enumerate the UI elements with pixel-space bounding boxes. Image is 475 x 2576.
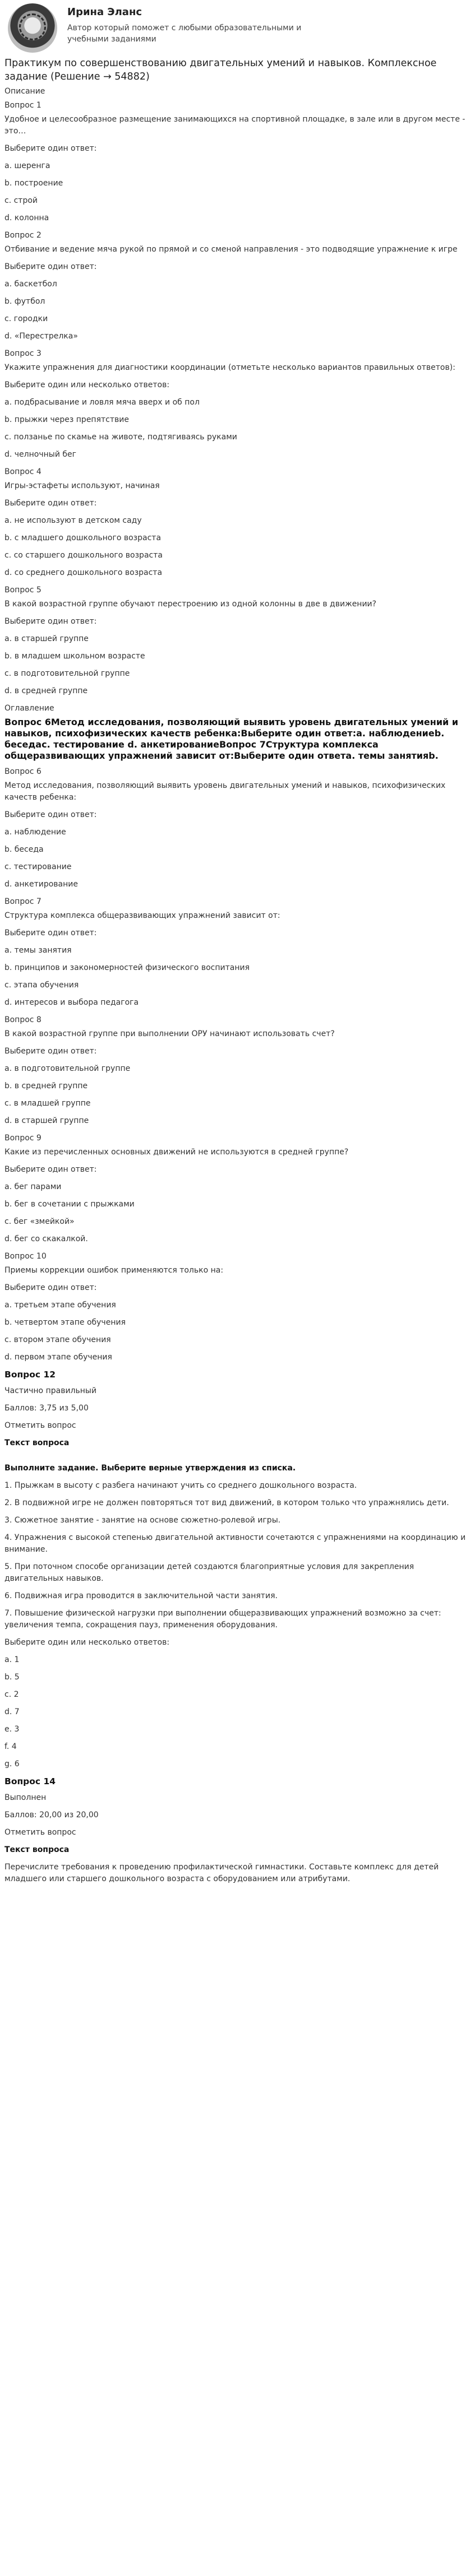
- page-title: Практикум по совершенствованию двигательных умений и навыков. Комплексное задание (Решение → 54882): [4, 58, 437, 82]
- question-14-text: Перечислите требования к проведению профилактической гимнастики. Составьте комплекс для детей младшего или старшего дошкольного возраста с оборудованием или атрибутами.: [4, 1863, 439, 1883]
- answer-option[interactable]: b. с младшего дошкольного возраста: [4, 533, 162, 542]
- question-text: Удобное и целесообразное размещение занимающихся на спортивной площадке, в зале или в другом месте - это…: [4, 115, 465, 136]
- question-text: Метод исследования, позволяющий выявить уровень двигательных умений и навыков, психофизических качеств ребенка:: [4, 781, 446, 802]
- answer-option[interactable]: c. тестирование: [4, 862, 72, 871]
- answer-option[interactable]: d. в старшей группе: [4, 1116, 89, 1125]
- question-text: В какой возрастной группе при выполнении ОРУ начинают использовать счет?: [4, 1029, 335, 1038]
- statement-item: 1. Прыжкам в высоту с разбега начинают учить со среднего дошкольного возраста.: [4, 1481, 357, 1490]
- question-12-label: Вопрос 12: [4, 1370, 56, 1380]
- statement-item: 5. При поточном способе организации детей создаются благоприятные условия для закрепления двигательных навыков.: [4, 1562, 414, 1583]
- answer-option[interactable]: d. первом этапе обучения: [4, 1353, 112, 1362]
- answer-option[interactable]: a. баскетбол: [4, 280, 57, 289]
- toc-label: Оглавление: [4, 704, 54, 713]
- question-12-prompt: Выберите один или несколько ответов:: [4, 1638, 170, 1647]
- author-header: [4, 0, 469, 57]
- answer-option[interactable]: d. 7: [4, 1707, 20, 1716]
- answer-option[interactable]: а. темы занятия: [4, 946, 72, 955]
- answer-option[interactable]: c. городки: [4, 314, 48, 323]
- question-label: Вопрос 7: [4, 897, 41, 906]
- question-label: Вопрос 2: [4, 231, 41, 240]
- answer-option[interactable]: b. в младшем школьном возрасте: [4, 652, 145, 661]
- question-12-options: [4, 1654, 469, 1770]
- question-label: Вопрос 1: [4, 101, 41, 110]
- answer-option[interactable]: a. в старшей группе: [4, 634, 89, 643]
- question-text: В какой возрастной группе обучают перестроению из одной колонны в две в движении?: [4, 600, 377, 609]
- question-label: Вопрос 8: [4, 1015, 41, 1024]
- questions-part-2: [4, 766, 469, 1363]
- answer-option[interactable]: g. 6: [4, 1760, 20, 1769]
- question-label: Вопрос 4: [4, 467, 41, 476]
- author-name[interactable]: Ирина Эланс: [67, 6, 142, 18]
- question-14-flag[interactable]: Отметить вопрос: [4, 1828, 76, 1837]
- answer-option[interactable]: d. «Перестрелка»: [4, 332, 78, 341]
- question-12-text-label: Текст вопроса: [4, 1438, 70, 1447]
- question-prompt: Выберите один ответ:: [4, 1283, 97, 1292]
- question-prompt: Выберите один ответ:: [4, 810, 97, 819]
- question-text: Игры-эстафеты используют, начиная: [4, 481, 160, 490]
- question-12-score: Баллов: 3,75 из 5,00: [4, 1404, 89, 1413]
- questions-part-1: [4, 100, 469, 697]
- answer-option[interactable]: c. со старшего дошкольного возраста: [4, 551, 163, 560]
- question-prompt: Выберите один ответ:: [4, 499, 97, 508]
- question-prompt: Выберите один ответ:: [4, 929, 97, 937]
- question-text: Приемы коррекции ошибок применяются только на:: [4, 1266, 224, 1275]
- answer-option[interactable]: c. в младшей группе: [4, 1099, 91, 1108]
- question-label: Вопрос 9: [4, 1134, 41, 1143]
- question-14-text-label: Текст вопроса: [4, 1845, 70, 1854]
- question-14-label: Вопрос 14: [4, 1776, 56, 1786]
- answer-option[interactable]: c. бег «змейкой»: [4, 1217, 75, 1226]
- question-prompt: Выберите один ответ:: [4, 1047, 97, 1056]
- answer-option[interactable]: d. бег со скакалкой.: [4, 1234, 88, 1243]
- question-14-status: Выполнен: [4, 1793, 47, 1802]
- answer-option[interactable]: a. в подготовительной группе: [4, 1064, 131, 1073]
- statement-item: 7. Повышение физической нагрузки при выполнении общеразвивающих упражнений возможно за счет: увеличения темпа, сокращения пауз, применения оборудования.: [4, 1609, 441, 1630]
- answer-option[interactable]: d. челночный бег: [4, 450, 76, 459]
- answer-option[interactable]: b. беседа: [4, 845, 44, 854]
- answer-option[interactable]: b. в средней группе: [4, 1082, 88, 1090]
- answer-option[interactable]: d. в средней группе: [4, 686, 88, 695]
- question-prompt: Выберите один или несколько ответов:: [4, 380, 170, 389]
- answer-option[interactable]: c. ползанье по скамье на животе, подтягиваясь руками: [4, 433, 237, 442]
- answer-option[interactable]: c. в подготовительной группе: [4, 669, 130, 678]
- question-14-score: Баллов: 20,00 из 20,00: [4, 1811, 99, 1820]
- question-label: Вопрос 5: [4, 586, 41, 595]
- answer-option[interactable]: b. построение: [4, 179, 63, 188]
- question-12-statements: [4, 1480, 469, 1631]
- answer-option[interactable]: a. шеренга: [4, 161, 50, 170]
- question-text: Структура комплекса общеразвивающих упражнений зависит от:: [4, 911, 280, 920]
- question-text: Укажите упражнения для диагностики координации (отметьте несколько вариантов правильных ответов):: [4, 363, 455, 372]
- question-prompt: Выберите один ответ:: [4, 144, 97, 153]
- answer-option[interactable]: b. футбол: [4, 297, 45, 306]
- question-prompt: Выберите один ответ:: [4, 262, 97, 271]
- question-label: Вопрос 10: [4, 1252, 47, 1261]
- answer-option[interactable]: a. бег парами: [4, 1182, 62, 1191]
- toc-text: Вопрос 6Метод исследования, позволяющий выявить уровень двигательных умений и навыков, психофизических качеств ребенка:Выберите один ответ:a. наблюдениеb. беседаc. тестированиe d. анкетированиеВопрос 7Структура комплекса общеразвивающих упражнений зависит от:Выберите один ответа. темы занятияb.: [4, 717, 459, 761]
- answer-option[interactable]: c. строй: [4, 196, 38, 205]
- author-description: Автор который поможет с любыми образовательными и учебными заданиями: [67, 24, 302, 44]
- question-label: Вопрос 3: [4, 349, 41, 358]
- answer-option[interactable]: d. колонна: [4, 213, 49, 222]
- statement-item: 2. В подвижной игре не должен повторяться тот вид движений, в котором только что упражнялись дети.: [4, 1498, 449, 1507]
- answer-option[interactable]: c. втором этапе обучения: [4, 1335, 111, 1344]
- question-12-instruction: Выполните задание. Выберите верные утверждения из списка.: [4, 1464, 296, 1473]
- answer-option[interactable]: b. бег в сочетании с прыжками: [4, 1200, 135, 1209]
- answer-option[interactable]: a. третьем этапе обучения: [4, 1301, 116, 1310]
- answer-option[interactable]: d. интересов и выбора педагога: [4, 998, 139, 1007]
- avatar: [8, 3, 57, 53]
- question-12-flag[interactable]: Отметить вопрос: [4, 1421, 76, 1430]
- answer-option[interactable]: e. 3: [4, 1725, 20, 1734]
- answer-option[interactable]: a. не используют в детском саду: [4, 516, 142, 525]
- answer-option[interactable]: b. принципов и закономерностей физического воспитания: [4, 963, 250, 972]
- question-prompt: Выберите один ответ:: [4, 1165, 97, 1174]
- statement-item: 6. Подвижная игра проводится в заключительной части занятия.: [4, 1591, 278, 1600]
- answer-option[interactable]: f. 4: [4, 1742, 17, 1751]
- question-text: Какие из перечисленных основных движений не используются в средней группе?: [4, 1148, 349, 1157]
- statement-item: 3. Сюжетное занятие - занятие на основе сюжетно-ролевой игры.: [4, 1516, 281, 1525]
- answer-option[interactable]: a. 1: [4, 1655, 20, 1664]
- question-12-status: Частично правильный: [4, 1386, 97, 1395]
- question-prompt: Выберите один ответ:: [4, 617, 97, 626]
- author-info: [67, 3, 308, 45]
- answer-option[interactable]: c. 2: [4, 1690, 19, 1699]
- answer-option[interactable]: a. наблюдение: [4, 828, 66, 837]
- answer-option[interactable]: c. этапа обучения: [4, 981, 79, 990]
- answer-option[interactable]: a. подбрасывание и ловля мяча вверх и об пол: [4, 398, 200, 407]
- question-text: Отбивание и ведение мяча рукой по прямой и со сменой направления - это подводящие упражнение к игре: [4, 245, 458, 254]
- answer-option[interactable]: b. прыжки через препятствие: [4, 415, 129, 424]
- answer-option[interactable]: b. четвертом этапе обучения: [4, 1318, 126, 1327]
- answer-option[interactable]: b. 5: [4, 1673, 20, 1682]
- question-label: Вопрос 6: [4, 767, 41, 776]
- answer-option[interactable]: d. анкетирование: [4, 880, 78, 889]
- statement-item: 4. Упражнения с высокой степенью двигательной активности сочетаются с упражнениями на координацию и внимание.: [4, 1533, 466, 1554]
- description-label: Описание: [4, 87, 45, 96]
- answer-option[interactable]: d. со среднего дошкольного возраста: [4, 568, 163, 577]
